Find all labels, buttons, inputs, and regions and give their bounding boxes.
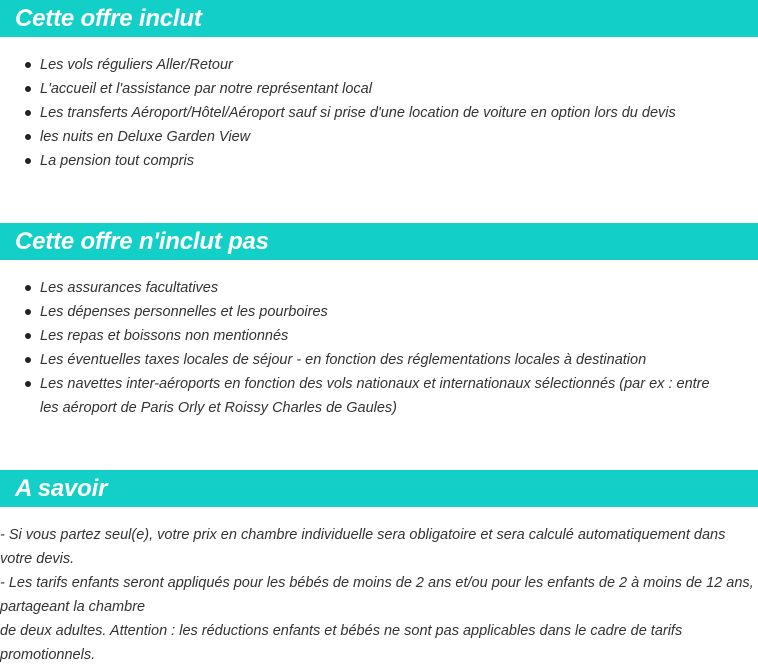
list-item: Les dépenses personnelles et les pourboires: [0, 300, 758, 324]
list-item: Les navettes inter-aéroports en fonction des vols nationaux et internationaux sélectionnés (par ex : entre les aéroport de Paris Orly et Roissy Charles de Gaules): [0, 372, 758, 420]
savoir-text: [0, 523, 758, 667]
excludes-title: Cette offre n'inclut pas: [15, 227, 269, 255]
list-item: Les repas et boissons non mentionnés: [0, 324, 758, 348]
bullet-icon: [25, 158, 31, 164]
bullet-icon: [25, 110, 31, 116]
list-item: Les éventuelles taxes locales de séjour - en fonction des réglementations locales à destination: [0, 348, 758, 372]
savoir-title: A savoir: [15, 474, 108, 502]
bullet-icon: [25, 333, 31, 339]
bullet-icon: [25, 86, 31, 92]
savoir-header: [0, 470, 758, 507]
excludes-list: [0, 276, 758, 420]
bullet-icon: [25, 62, 31, 68]
bullet-icon: [25, 134, 31, 140]
list-item: Les vols réguliers Aller/Retour: [0, 53, 758, 77]
list-item: La pension tout compris: [0, 149, 758, 173]
list-item: les nuits en Deluxe Garden View: [0, 125, 758, 149]
savoir-line: de deux adultes. Attention : les réductions enfants et bébés ne sont pas applicables dans le cadre de tarifs promotionnels.: [0, 623, 683, 663]
savoir-line: - Les tarifs enfants seront appliqués pour les bébés de moins de 2 ans et/ou pour les enfants de 2 à moins de 12 ans, partageant la chambre: [0, 575, 754, 615]
list-item: L'accueil et l'assistance par notre représentant local: [0, 77, 758, 101]
bullet-icon: [25, 285, 31, 291]
savoir-line: - Si vous partez seul(e), votre prix en chambre individuelle sera obligatoire et sera calculé automatiquement dans votre devis.: [0, 527, 726, 567]
includes-title: Cette offre inclut: [15, 4, 202, 32]
bullet-icon: [25, 381, 31, 387]
excludes-header: [0, 223, 758, 260]
list-item: Les transferts Aéroport/Hôtel/Aéroport sauf si prise d'une location de voiture en option lors du devis: [0, 101, 758, 125]
includes-header: [0, 0, 758, 37]
includes-list: [0, 53, 758, 173]
bullet-icon: [25, 357, 31, 363]
list-item: Les assurances facultatives: [0, 276, 758, 300]
bullet-icon: [25, 309, 31, 315]
